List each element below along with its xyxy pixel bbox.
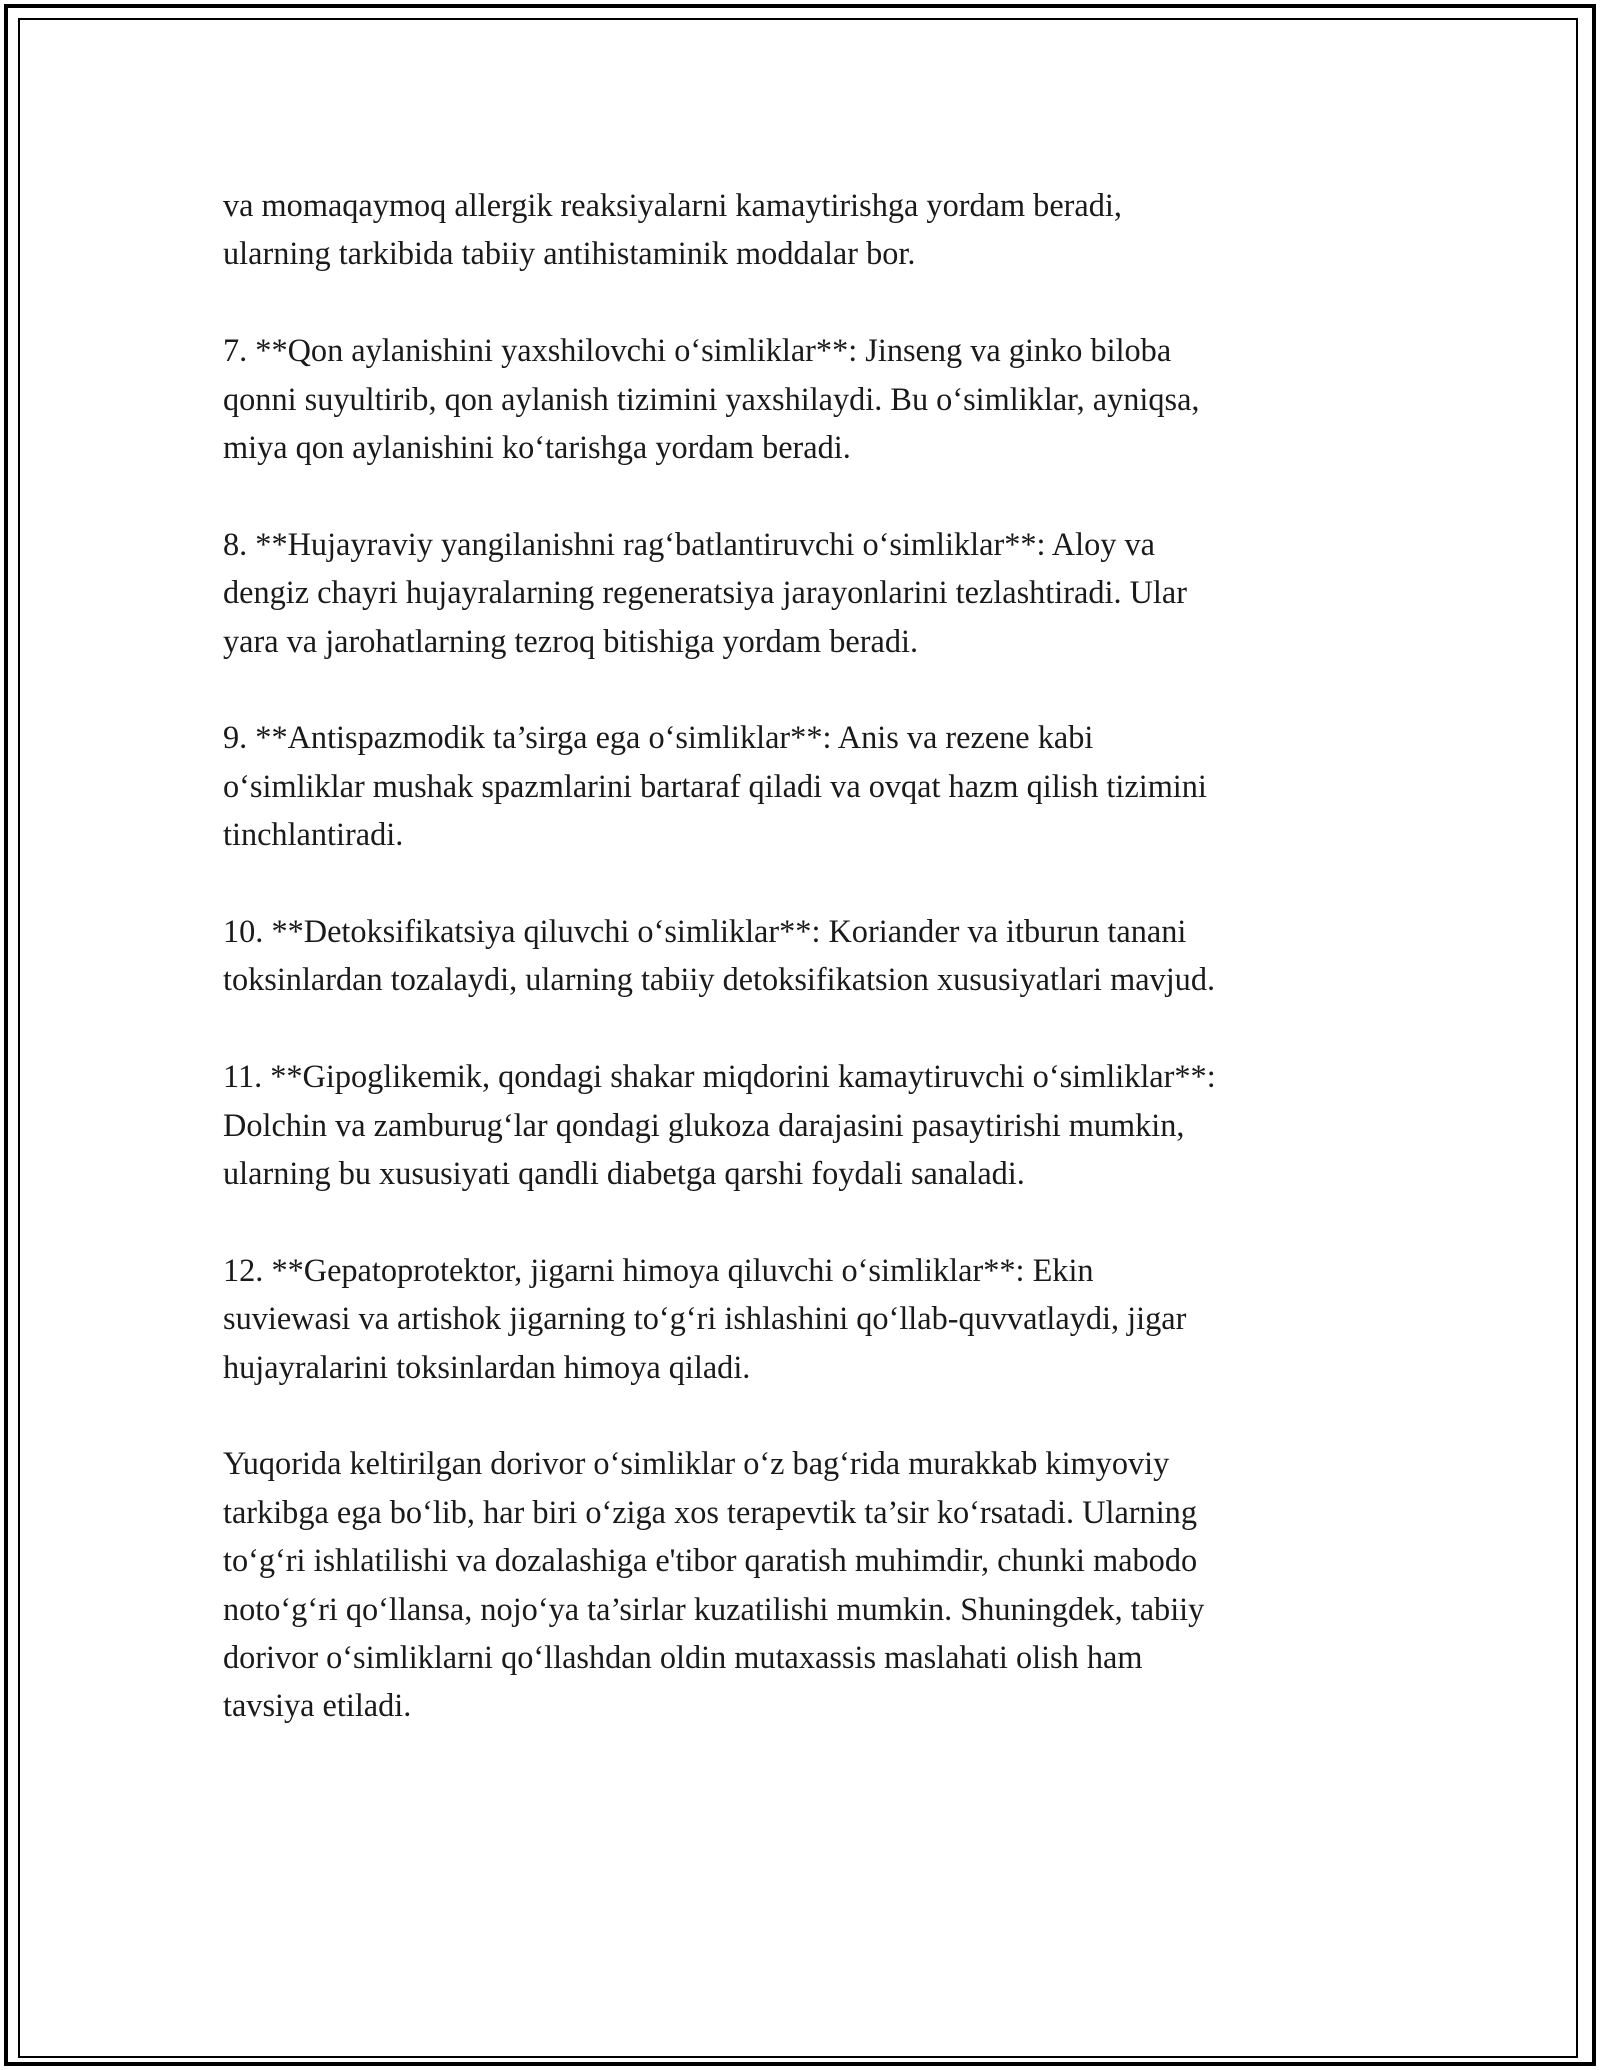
text-line: 10. **Detoksifikatsiya qiluvchi o‘simliklar**: Koriander va itburun tanani [223, 913, 1187, 950]
text-line: tavsiya etiladi. [223, 1687, 412, 1724]
text-line: Dolchin va zamburug‘lar qondagi glukoza darajasini pasaytirishi mumkin, [223, 1106, 1185, 1143]
text-line: to‘g‘ri ishlatilishi va dozalashiga e'tibor qaratish muhimdir, chunki mabodo [223, 1542, 1198, 1579]
text-line: dengiz chayri hujayralarning regeneratsiya jarayonlarini tezlashtiradi. Ular [223, 574, 1187, 611]
paragraph-allergy-continuation [223, 181, 1373, 278]
text-line: miya qon aylanishini ko‘tarishga yordam beradi. [223, 429, 851, 466]
text-line: suviewasi va artishok jigarning to‘g‘ri ishlashini qo‘llab-quvvatlaydi, jigar [223, 1300, 1187, 1337]
text-line: qonni suyultirib, qon aylanish tizimini yaxshilaydi. Bu o‘simliklar, ayniqsa, [223, 380, 1200, 417]
paragraph-item-11 [223, 1052, 1373, 1197]
text-line: 9. **Antispazmodik ta’sirga ega o‘simliklar**: Anis va rezene kabi [223, 719, 1094, 756]
paragraph-item-10 [223, 907, 1373, 1004]
text-line: noto‘g‘ri qo‘llansa, nojo‘ya ta’sirlar kuzatilishi mumkin. Shuningdek, tabiiy [223, 1590, 1205, 1627]
text-line: 7. **Qon aylanishini yaxshilovchi o‘simliklar**: Jinseng va ginko biloba [223, 332, 1172, 369]
text-line: 8. **Hujayraviy yangilanishni rag‘batlantiruvchi o‘simliklar**: Aloy va [223, 525, 1155, 562]
text-line: dorivor o‘simliklarni qo‘llashdan oldin mutaxassis maslahati olish ham [223, 1639, 1143, 1676]
text-line: va momaqaymoq allergik reaksiyalarni kamaytirishga yordam beradi, [223, 187, 1122, 223]
text-line: Yuqorida keltirilgan dorivor o‘simliklar o‘z bag‘rida murakkab kimyoviy [223, 1445, 1170, 1482]
paragraph-item-12 [223, 1246, 1373, 1391]
text-line: hujayralarini toksinlardan himoya qiladi. [223, 1348, 751, 1385]
document-body [223, 181, 1373, 1778]
text-line: yara va jarohatlarning tezroq bitishiga yordam beradi. [223, 622, 919, 659]
text-line: tarkibga ega bo‘lib, har biri o‘ziga xos terapevtik ta’sir ko‘rsatadi. Ularning [223, 1493, 1197, 1530]
text-line: o‘simliklar mushak spazmlarini bartaraf qiladi va ovqat hazm qilish tizimini [223, 767, 1207, 804]
text-line: 12. **Gepatoprotektor, jigarni himoya qiluvchi o‘simliklar**: Ekin [223, 1251, 1094, 1288]
text-line: 11. **Gipoglikemik, qondagi shakar miqdorini kamaytiruvchi o‘simliklar**: [223, 1058, 1216, 1095]
paragraph-item-9 [223, 713, 1373, 858]
text-line: ularning bu xususiyati qandli diabetga qarshi foydali sanaladi. [223, 1155, 1025, 1192]
paragraph-conclusion [223, 1439, 1373, 1729]
paragraph-item-7 [223, 326, 1373, 471]
paragraph-item-8 [223, 520, 1373, 665]
text-line: ularning tarkibida tabiiy antihistaminik moddalar bor. [223, 235, 916, 272]
text-line: tinchlantiradi. [223, 816, 404, 853]
text-line: toksinlardan tozalaydi, ularning tabiiy detoksifikatsion xususiyatlari mavjud. [223, 961, 1216, 998]
